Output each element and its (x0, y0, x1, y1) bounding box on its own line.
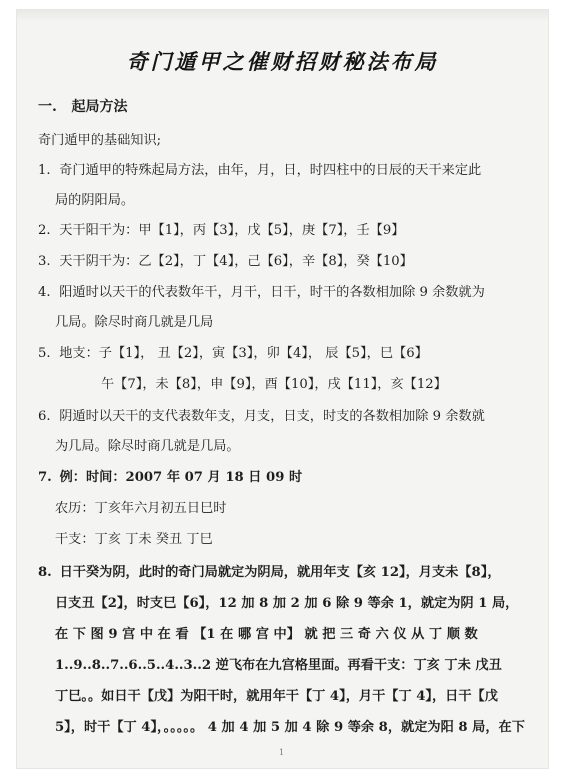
item-text: 日干癸为阴，此时的奇门局就定为阴局，就用年支【亥 12】，月支未【8】， (59, 565, 501, 580)
list-item (38, 250, 413, 269)
page-number: 1 (279, 748, 285, 757)
item-text: 例：时间：2007 年 07 月 18 日 09 时 (59, 470, 303, 485)
item-text: 天干阳干为：甲【1】，丙【3】，戊【5】，庚【7】，壬【9】 (59, 223, 405, 238)
list-item (38, 405, 485, 424)
item-continuation: 在 下 图 9 宫 中 在 看 【1 在 哪 宫 中】 就 把 三 奇 六 仪 从 丁 顺 数 (55, 627, 478, 642)
item-number: 7. (38, 470, 52, 485)
item-continuation: 日支丑【2】，时支巳【6】，12 加 8 加 2 加 6 除 9 等余 1，就定为阴 1 局， (55, 596, 519, 611)
scanned-page (17, 10, 548, 768)
item-number: 5. (38, 346, 51, 361)
intro-text: 奇门遁甲的基础知识; (38, 133, 162, 148)
section-title: 起局方法 (71, 99, 128, 115)
item-continuation: 几局。除尽时商几就是几局 (55, 315, 214, 330)
item-continuation: 为几局。除尽时商几就是几局。 (55, 439, 240, 454)
list-item (38, 219, 404, 238)
item-number: 3. (38, 254, 51, 269)
section-number: 一. (38, 99, 57, 115)
item-number: 1. (38, 163, 51, 178)
item-continuation: 丁巳。。如日干【戊】为阳干时，就用年干【丁 4】，月干【丁 4】，日干【戊 (55, 689, 498, 704)
list-item (38, 159, 481, 178)
list-item (38, 561, 501, 580)
item-text: 奇门遁甲的特殊起局方法，由年，月，日，时四柱中的日辰的天干来定此 (59, 163, 482, 178)
item-text: 天干阴干为：乙【2】，丁【4】，己【6】，辛【8】，癸【10】 (59, 254, 413, 269)
section-heading (38, 96, 128, 116)
list-item (38, 466, 302, 485)
item-number: 8. (38, 565, 52, 580)
item-text: 地支：子【1】， 丑【2】，寅【3】，卯【4】， 辰【5】，巳【6】 (59, 346, 428, 361)
item-text: 阴遁时以天干的支代表数年支，月支，日支，时支的各数相加除 9 余数就 (59, 409, 485, 424)
item-continuation: 干支：丁亥 丁未 癸丑 丁巳 (55, 532, 213, 547)
item-number: 4. (38, 285, 51, 300)
list-item (38, 281, 485, 300)
item-continuation: 午【7】，未【8】，申【9】，酉【10】，戌【11】，亥【12】 (101, 377, 447, 392)
item-continuation: 局的阴阳局。 (55, 193, 135, 208)
scan-shadow (17, 10, 548, 22)
item-text: 阳遁时以天干的代表数年干，月干，日干，时干的各数相加除 9 余数就为 (59, 285, 485, 300)
item-continuation: 5】，时干【丁 4】，。。。。。 4 加 4 加 5 加 4 除 9 等余 8，就定为阳 8 局，在下 (55, 720, 525, 735)
document-title: 奇门遁甲之催财招财秘法布局 (126, 49, 439, 74)
item-number: 6. (38, 409, 51, 424)
item-continuation: 农历：丁亥年六月初五日巳时 (55, 501, 227, 516)
item-continuation: 1..9..8..7..6..5..4..3..2 逆飞布在九宫格里面。再看干支：丁亥 丁未 戊丑 (55, 658, 502, 673)
list-item (38, 342, 428, 361)
item-number: 2. (38, 223, 51, 238)
